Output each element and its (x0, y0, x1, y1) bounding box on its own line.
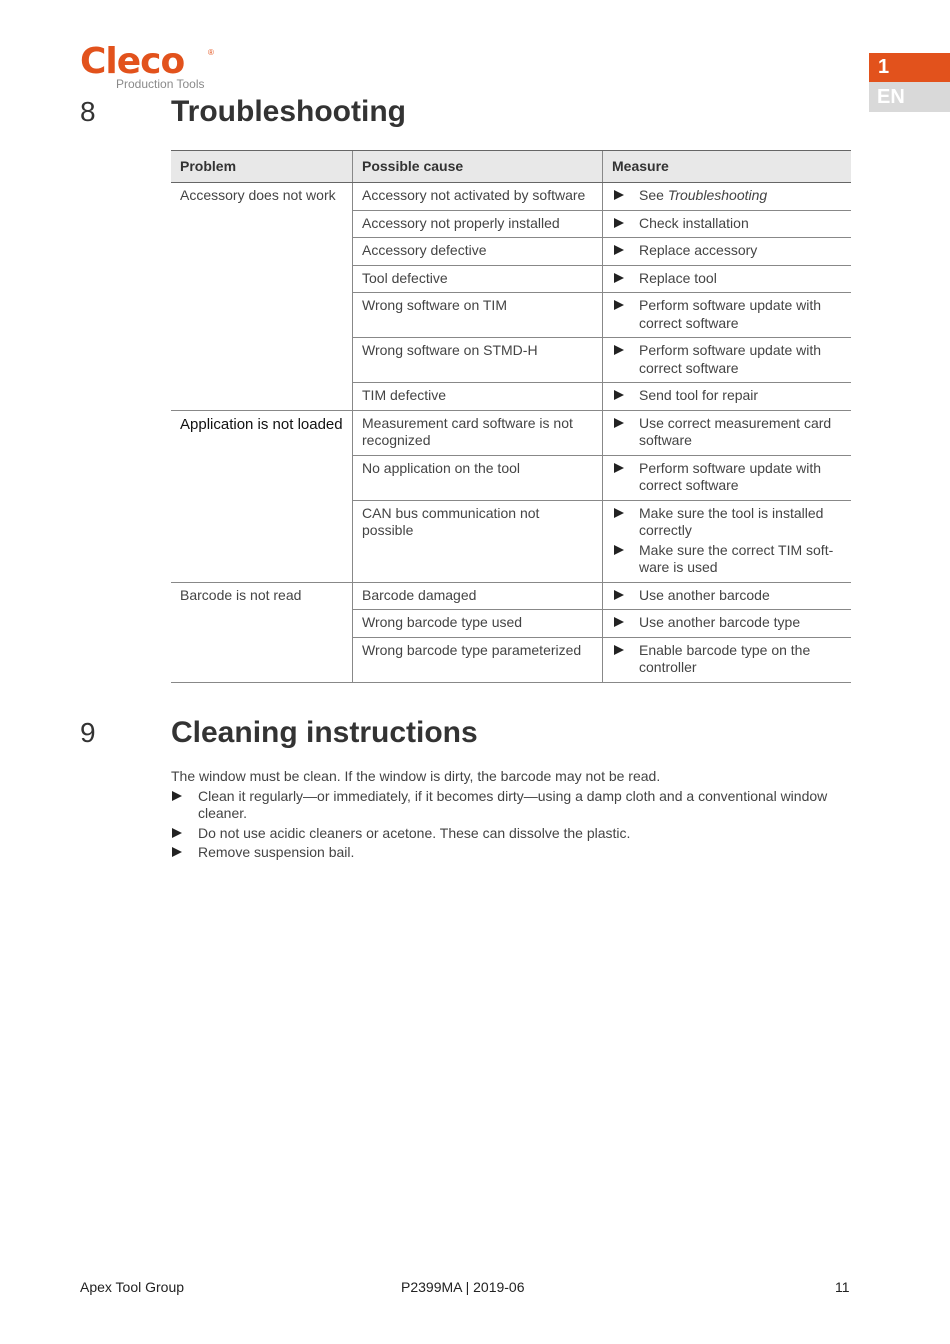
cleaning-intro: The window must be clean. If the window is dirty, the barcode may not be read. (171, 768, 661, 784)
column-header-measure: Measure (603, 151, 852, 183)
table-row (171, 183, 851, 211)
measure-item (612, 187, 842, 205)
measure-cell (603, 500, 852, 582)
bullet-triangle-icon (614, 463, 624, 473)
section-title: Troubleshooting (171, 95, 406, 128)
measure-item (612, 342, 842, 377)
measure-item (612, 642, 842, 677)
measure-text: Perform software update with correct software (639, 459, 822, 493)
footer-doc-ref: P2399MA | 2019-06 (401, 1279, 525, 1295)
bullet-triangle-icon (614, 508, 624, 518)
chapter-number-badge: 1 (869, 53, 950, 82)
measure-text: Perform software update with correct software (639, 297, 822, 331)
cause-cell: Accessory defective (353, 238, 603, 266)
bullet-triangle-icon (614, 617, 624, 627)
bullet-triangle-icon (172, 828, 182, 838)
measure-item (612, 242, 842, 260)
measure-item (612, 614, 842, 632)
list-item (171, 844, 851, 862)
list-item (171, 788, 851, 823)
measure-cell (603, 338, 852, 383)
bullet-triangle-icon (614, 390, 624, 400)
cleco-logo (80, 40, 230, 95)
measure-item (612, 270, 842, 288)
measure-text: Use correct measurement card software (639, 414, 832, 448)
problem-cell: Application is not loaded (171, 410, 353, 582)
column-header-problem: Problem (171, 151, 353, 183)
measure-cell (603, 238, 852, 266)
measure-cell (603, 410, 852, 455)
measure-item (612, 387, 842, 405)
footer-company: Apex Tool Group (80, 1279, 185, 1295)
list-item-text: Do not use acidic cleaners or acetone. These can dissolve the plastic. (198, 824, 631, 841)
cause-cell: TIM defective (353, 383, 603, 411)
bullet-triangle-icon (172, 847, 182, 857)
measure-item (612, 297, 842, 332)
measure-text: See (639, 187, 668, 203)
list-item-text: Remove suspension bail. (198, 844, 355, 860)
bullet-triangle-icon (614, 590, 624, 600)
measure-reference-link[interactable]: Troubleshooting (667, 187, 768, 203)
bullet-triangle-icon (614, 300, 624, 310)
measure-item (612, 542, 842, 577)
bullet-triangle-icon (172, 791, 182, 801)
measure-cell (603, 637, 852, 682)
measure-text: Enable barcode type on the controller (639, 641, 811, 675)
logo-registered-mark: ® (208, 48, 214, 57)
bullet-triangle-icon (614, 418, 624, 428)
problem-cell: Barcode is not read (171, 582, 353, 682)
section-number: 8 (80, 96, 96, 127)
bullet-triangle-icon (614, 218, 624, 228)
problem-cell: Accessory does not work (171, 183, 353, 411)
measure-text: Use another barcode (639, 586, 770, 603)
measure-cell (603, 610, 852, 638)
language-badge: EN (869, 82, 950, 112)
measure-text: Make sure the correct TIM soft-ware is used (639, 541, 834, 575)
measure-cell (603, 582, 852, 610)
cause-cell: Accessory not activated by software (353, 183, 603, 211)
measure-item (612, 215, 842, 233)
cause-cell: CAN bus communication not possible (353, 500, 603, 582)
measure-text: Replace tool (639, 269, 717, 286)
measure-cell (603, 293, 852, 338)
table-body (171, 183, 851, 683)
bullet-triangle-icon (614, 190, 624, 200)
measure-text: Use another barcode type (639, 614, 801, 630)
bullet-triangle-icon (614, 273, 624, 283)
measure-item (612, 505, 842, 540)
bullet-triangle-icon (614, 645, 624, 655)
measure-item (612, 587, 842, 605)
cause-cell: Wrong software on STMD-H (353, 338, 603, 383)
cause-cell: Wrong barcode type parameterized (353, 637, 603, 682)
cause-cell: Wrong software on TIM (353, 293, 603, 338)
column-header-cause: Possible cause (353, 151, 603, 183)
table-row (171, 582, 851, 610)
footer-page-number: 11 (835, 1279, 850, 1295)
cleaning-instructions (171, 768, 851, 864)
bullet-triangle-icon (614, 245, 624, 255)
measure-text: Check installation (639, 214, 749, 231)
logo-wordmark: Cleco (80, 41, 185, 82)
bullet-triangle-icon (614, 545, 624, 555)
cause-cell: Measurement card software is not recognized (353, 410, 603, 455)
measure-cell (603, 210, 852, 238)
measure-cell (603, 455, 852, 500)
cause-cell: Barcode damaged (353, 582, 603, 610)
measure-text: Send tool for repair (639, 387, 759, 403)
measure-text: Perform software update with correct software (639, 342, 822, 376)
logo-subtitle: Production Tools (116, 77, 205, 91)
measure-text: Make sure the tool is installed correctly (639, 504, 824, 538)
cause-cell: Accessory not properly installed (353, 210, 603, 238)
table-row (171, 410, 851, 455)
section-number: 9 (80, 717, 96, 748)
section-title: Cleaning instructions (171, 716, 478, 749)
measure-cell (603, 383, 852, 411)
cause-cell: Wrong barcode type used (353, 610, 603, 638)
cause-cell: Tool defective (353, 265, 603, 293)
cause-cell: No application on the tool (353, 455, 603, 500)
measure-text: Replace accessory (639, 242, 758, 258)
list-item (171, 825, 851, 843)
measure-item (612, 460, 842, 495)
troubleshooting-table (171, 150, 851, 683)
table-header-row (171, 151, 851, 183)
list-item-text: Clean it regularly—or immediately, if it becomes dirty—using a damp cloth and a conventional window cleaner. (198, 787, 828, 821)
chapter-language-tab (869, 53, 950, 112)
bullet-triangle-icon (614, 345, 624, 355)
measure-cell (603, 265, 852, 293)
measure-item (612, 415, 842, 450)
measure-cell (603, 183, 852, 211)
